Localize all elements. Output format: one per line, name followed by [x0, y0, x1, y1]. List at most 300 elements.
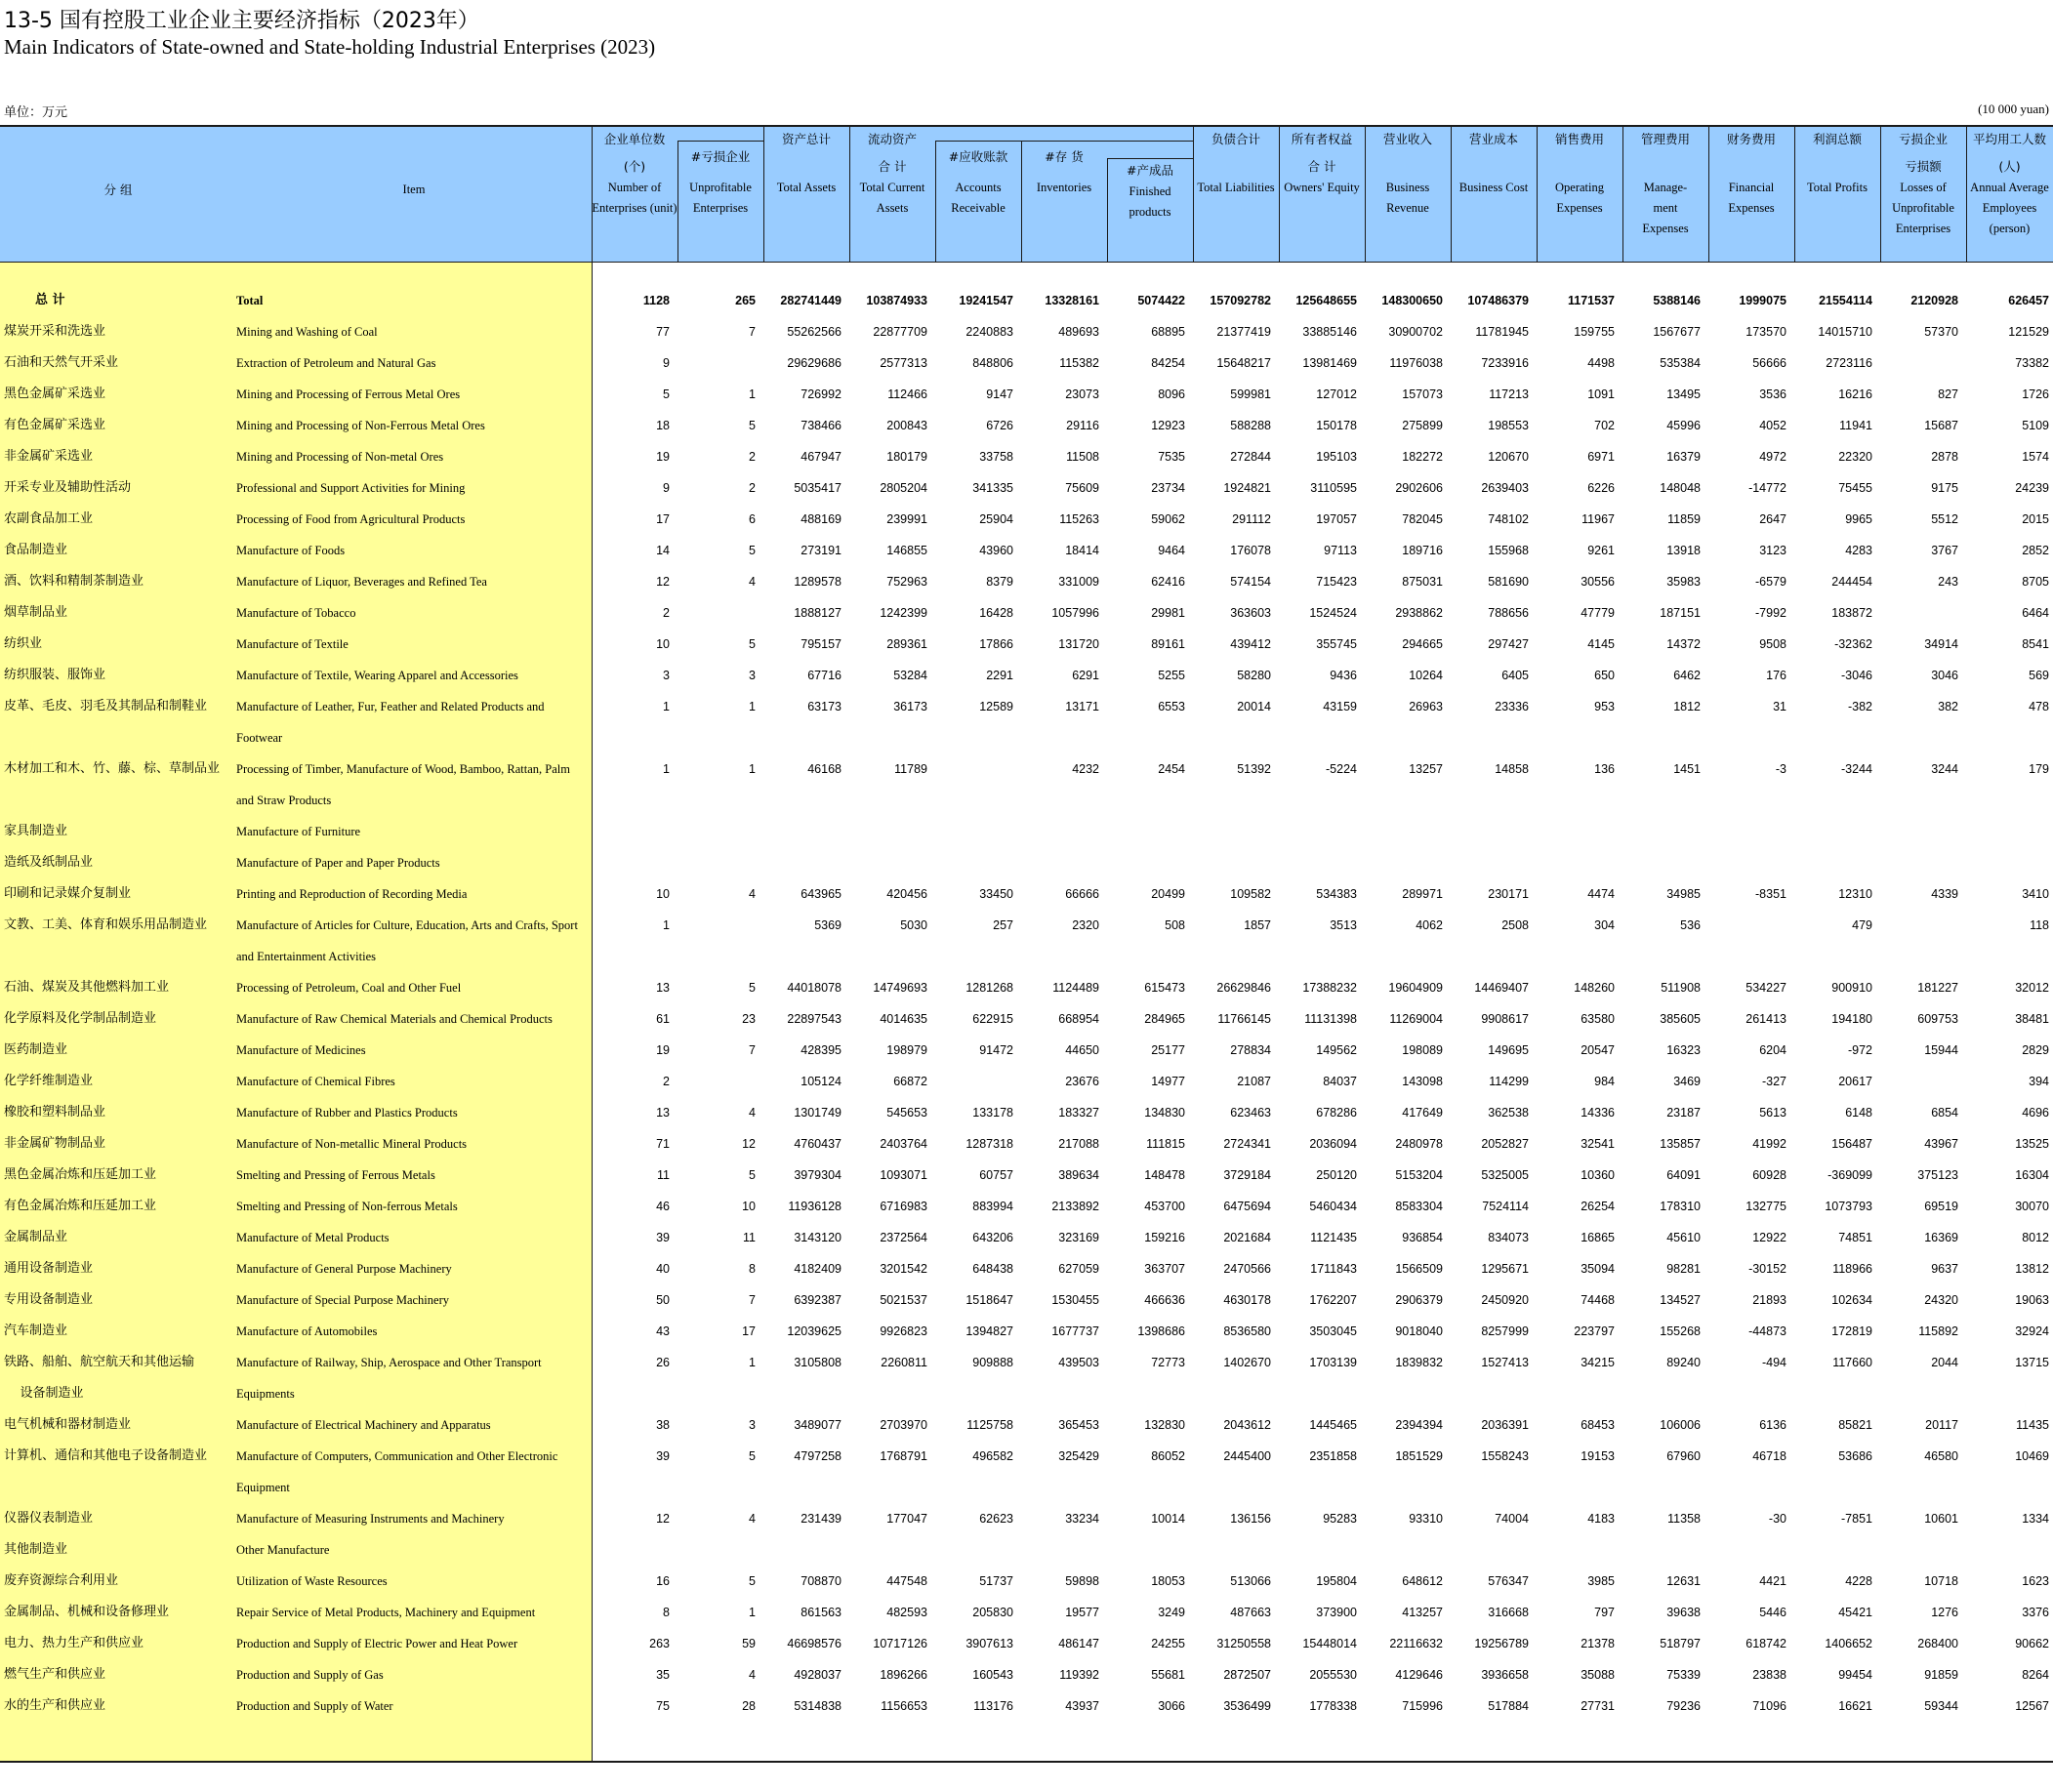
table-cell: 291112	[1232, 512, 1271, 526]
table-cell: 365453	[1058, 1418, 1099, 1432]
header-current-assets-en: Total Current Assets	[859, 181, 925, 215]
table-cell: 11781945	[1475, 325, 1529, 339]
row-label-cn: 金属制品业	[4, 1230, 68, 1244]
table-cell: 11976038	[1389, 356, 1443, 370]
table-cell: 11941	[1839, 419, 1872, 432]
table-cell: 545653	[886, 1106, 927, 1120]
table-cell: 30900702	[1388, 325, 1443, 339]
table-cell: 4129646	[1395, 1668, 1443, 1682]
table-cell: 61	[656, 1012, 670, 1026]
table-cell: 609753	[1917, 1012, 1958, 1026]
row-label-cn: 黑色金属冶炼和压延加工业	[4, 1167, 157, 1182]
table-row	[0, 660, 2053, 691]
table-cell: 8257999	[1481, 1324, 1529, 1338]
table-cell: 4182409	[794, 1262, 842, 1276]
table-cell: -8351	[1755, 887, 1786, 901]
table-cell: 67960	[1666, 1449, 1701, 1463]
table-cell: 16304	[2015, 1168, 2049, 1182]
row-label-en: Manufacture of Metal Products	[236, 1231, 390, 1244]
table-cell: 668954	[1058, 1012, 1099, 1026]
row-label-cn: 皮革、毛皮、羽毛及其制品和制鞋业	[4, 699, 208, 713]
table-cell: 627059	[1058, 1262, 1099, 1276]
table-cell: 5	[749, 544, 756, 557]
indicators-table	[0, 125, 2053, 1763]
table-cell: 24239	[2015, 481, 2049, 495]
table-cell: 45610	[1666, 1231, 1701, 1244]
table-cell: -6579	[1755, 575, 1786, 589]
table-cell: 8541	[2022, 637, 2049, 651]
table-cell	[1273, 847, 1357, 878]
row-label-en: Manufacture of Liquor, Beverages and Refined Tea	[236, 575, 487, 589]
table-cell: 26254	[1581, 1200, 1615, 1213]
table-cell: 278834	[1230, 1043, 1271, 1057]
table-row	[0, 816, 2053, 847]
table-cell	[1273, 1534, 1357, 1566]
header-unprofitable-cn: #亏损企业	[690, 149, 751, 164]
table-cell: 32924	[2015, 1324, 2049, 1338]
table-cell	[1531, 847, 1615, 878]
table-cell: 362538	[1488, 1106, 1529, 1120]
row-label-cn: 通用设备制造业	[4, 1261, 94, 1276]
row-label-cn: 酒、饮料和精制茶制造业	[4, 574, 144, 589]
table-cell: 257	[993, 918, 1013, 932]
row-label-en: Manufacture of Raw Chemical Materials and Chemical Products	[236, 1012, 553, 1026]
table-cell: -14772	[1748, 481, 1786, 495]
table-cell: 3985	[1587, 1574, 1615, 1588]
table-cell: 30070	[2015, 1200, 2049, 1213]
table-cell: 239991	[886, 512, 927, 526]
table-cell: 748102	[1488, 512, 1529, 526]
table-cell: 4	[749, 887, 756, 901]
row-label-cn: 化学纤维制造业	[4, 1074, 94, 1088]
row-label-cn: 非金属矿采选业	[4, 449, 94, 464]
table-cell	[672, 597, 756, 629]
table-cell: 40	[656, 1262, 670, 1276]
table-cell: 120670	[1488, 450, 1529, 464]
table-cell	[586, 816, 670, 847]
table-cell: 13715	[2015, 1356, 2049, 1369]
table-cell: 41992	[1752, 1137, 1786, 1151]
table-cell: 12567	[2015, 1699, 2049, 1713]
table-cell: 9	[663, 356, 670, 370]
table-cell	[1187, 1534, 1271, 1566]
table-cell: 3513	[1330, 918, 1357, 932]
table-cell: 3244	[1931, 762, 1958, 776]
table-cell: 10014	[1151, 1512, 1185, 1526]
table-cell: 95283	[1323, 1512, 1357, 1526]
table-cell: 35	[656, 1668, 670, 1682]
table-cell: 8264	[2022, 1668, 2049, 1682]
table-cell: 21554114	[1819, 294, 1872, 307]
table-cell: 115382	[1059, 356, 1099, 370]
table-cell: 1726	[2022, 387, 2049, 401]
table-cell: 4283	[1845, 544, 1872, 557]
table-cell: 9908617	[1481, 1012, 1529, 1026]
table-cell: 51392	[1237, 762, 1271, 776]
table-cell: 148478	[1144, 1168, 1185, 1182]
table-cell: 14015710	[1818, 325, 1872, 339]
row-label-cn: 水的生产和供应业	[4, 1698, 106, 1713]
table-cell: 581690	[1488, 575, 1529, 589]
table-cell: 33234	[1065, 1512, 1099, 1526]
table-cell: 43159	[1323, 700, 1357, 713]
table-cell: 132830	[1144, 1418, 1185, 1432]
table-cell: 74851	[1838, 1231, 1872, 1244]
table-cell: 618742	[1745, 1637, 1786, 1650]
table-cell: 643206	[972, 1231, 1013, 1244]
table-cell: 6405	[1501, 669, 1529, 682]
table-row	[0, 1690, 2053, 1722]
table-title-en: Main Indicators of State-owned and State-holding Industrial Enterprises (2023)	[4, 35, 656, 59]
row-label-en: Other Manufacture	[236, 1543, 330, 1557]
table-cell: 1857	[1244, 918, 1271, 932]
table-cell: 363603	[1230, 606, 1271, 620]
table-cell: 33450	[979, 887, 1013, 901]
table-row	[0, 629, 2053, 660]
table-cell: -44873	[1748, 1324, 1786, 1338]
table-cell: 68453	[1581, 1418, 1615, 1432]
table-cell	[1788, 1534, 1872, 1566]
table-cell: 1	[663, 918, 670, 932]
row-label-en: Manufacture of Chemical Fibres	[236, 1075, 395, 1088]
table-cell: 10717126	[873, 1637, 927, 1650]
table-cell: 12922	[1752, 1231, 1786, 1244]
table-cell	[929, 847, 1013, 878]
table-cell: 7	[749, 1043, 756, 1057]
table-cell	[1101, 1534, 1185, 1566]
table-cell: 2055530	[1309, 1668, 1357, 1682]
table-cell: 4	[749, 1106, 756, 1120]
table-cell: 148260	[1574, 981, 1615, 995]
table-cell: 13981469	[1302, 356, 1357, 370]
table-cell: 2036391	[1481, 1418, 1529, 1432]
row-label-cn: 仪器仪表制造业	[4, 1511, 94, 1526]
table-cell: 66666	[1065, 887, 1099, 901]
table-cell: 702	[1594, 419, 1615, 432]
table-cell: 195804	[1316, 1574, 1357, 1588]
header-equity-en: Owners' Equity	[1284, 181, 1360, 194]
table-cell: 11131398	[1304, 1012, 1357, 1026]
table-cell: 21377419	[1216, 325, 1271, 339]
table-row	[0, 1628, 2053, 1659]
row-label-en: Production and Supply of Water	[236, 1699, 393, 1713]
table-cell: 6553	[1158, 700, 1185, 713]
table-cell: 15448014	[1302, 1637, 1357, 1650]
table-cell: 2372564	[880, 1231, 927, 1244]
table-cell: 21378	[1581, 1637, 1615, 1650]
table-cell: 4145	[1587, 637, 1615, 651]
table-cell: 74468	[1581, 1293, 1615, 1307]
table-cell: 323169	[1058, 1231, 1099, 1244]
table-cell: 7524114	[1482, 1200, 1529, 1213]
table-cell: 63173	[807, 700, 842, 713]
table-cell: 3249	[1158, 1606, 1185, 1619]
table-cell: 2260811	[881, 1356, 927, 1369]
table-cell: 615473	[1144, 981, 1185, 995]
table-cell: 375123	[1917, 1168, 1958, 1182]
row-label-en: Manufacture of Tobacco	[236, 606, 356, 620]
table-cell: 4421	[1759, 1574, 1786, 1588]
row-label-en: Manufacture of General Purpose Machinery	[236, 1262, 452, 1276]
table-cell: 1812	[1673, 700, 1701, 713]
table-cell: 2872507	[1223, 1668, 1271, 1682]
table-cell: 466636	[1144, 1293, 1185, 1307]
table-cell: 382	[1938, 700, 1958, 713]
table-cell: 5369	[814, 918, 842, 932]
table-cell: 23336	[1495, 700, 1529, 713]
table-cell: -7851	[1841, 1512, 1872, 1526]
table-cell: 5314838	[794, 1699, 842, 1713]
table-cell: 1924821	[1223, 481, 1271, 495]
table-cell: 46580	[1924, 1449, 1958, 1463]
table-cell	[1273, 816, 1357, 847]
table-cell: 708870	[801, 1574, 842, 1588]
table-cell: 13257	[1409, 762, 1443, 776]
table-cell: 66872	[893, 1075, 927, 1088]
header-inventories-en: Inventories	[1036, 181, 1092, 194]
table-cell	[1788, 847, 1872, 878]
table-cell: 127012	[1316, 387, 1357, 401]
table-cell: 34914	[1924, 637, 1958, 651]
row-label-en: Extraction of Petroleum and Natural Gas	[236, 356, 436, 370]
table-cell: 43960	[979, 544, 1013, 557]
table-cell: 282741449	[780, 294, 842, 307]
table-cell: 1	[663, 762, 670, 776]
header-profits-cn: 利润总额	[1812, 132, 1862, 146]
table-cell: 1	[749, 1356, 756, 1369]
table-cell: 11	[657, 1168, 670, 1182]
table-cell: 155268	[1660, 1324, 1701, 1338]
unprofitable-subheader-rule	[677, 141, 763, 142]
table-cell: 341335	[972, 481, 1013, 495]
table-cell: -494	[1761, 1356, 1786, 1369]
table-cell: 32541	[1581, 1137, 1615, 1151]
row-label-cn: 废弃资源综合利用业	[4, 1573, 119, 1588]
table-cell: 59344	[1924, 1699, 1958, 1713]
table-cell: 304	[1594, 918, 1615, 932]
table-cell: 4232	[1072, 762, 1099, 776]
table-row	[0, 1503, 2053, 1534]
table-row	[0, 878, 2053, 910]
row-label-en: Manufacture of Textile	[236, 637, 349, 651]
table-cell: 6726	[986, 419, 1013, 432]
table-cell: 420456	[886, 887, 927, 901]
table-cell: 297427	[1488, 637, 1529, 651]
table-cell: 11936128	[788, 1200, 842, 1213]
row-label-cn: 总 计	[35, 293, 65, 307]
row-label-cn: 专用设备制造业	[4, 1292, 94, 1307]
table-cell: 35983	[1666, 575, 1701, 589]
table-cell: 23734	[1151, 481, 1185, 495]
row-label-cn: 其他制造业	[4, 1542, 68, 1557]
table-cell: 117213	[1489, 387, 1529, 401]
table-cell: 1125758	[966, 1418, 1013, 1432]
table-cell: 19577	[1065, 1606, 1099, 1619]
table-cell: 59062	[1151, 512, 1185, 526]
table-cell: 1530455	[1051, 1293, 1099, 1307]
header-cost-cn: 营业成本	[1468, 132, 1518, 146]
current-assets-subheader-rule	[935, 141, 1193, 142]
row-label-en: Processing of Petroleum, Coal and Other Fuel	[236, 981, 462, 995]
table-cell: 17388232	[1302, 981, 1357, 995]
table-cell: 25177	[1151, 1043, 1185, 1057]
table-cell	[1101, 847, 1185, 878]
table-cell: 16216	[1838, 387, 1872, 401]
table-cell	[843, 847, 927, 878]
row-label-cn: 印刷和记录媒介复制业	[4, 886, 132, 901]
row-label-cn: 电气机械和器材制造业	[4, 1417, 132, 1432]
table-cell: 4797258	[794, 1449, 842, 1463]
table-cell: 511908	[1661, 981, 1701, 995]
header-finished-en: Finished products	[1129, 184, 1171, 219]
table-cell: 9508	[1759, 637, 1786, 651]
table-cell: 115263	[1059, 512, 1099, 526]
table-cell: 2351858	[1309, 1449, 1357, 1463]
table-row	[0, 910, 2053, 972]
table-cell: 9261	[1587, 544, 1615, 557]
table-cell	[1187, 847, 1271, 878]
table-cell	[758, 1534, 842, 1566]
table-cell: 21893	[1752, 1293, 1786, 1307]
row-label-en: Manufacture of Leather, Fur, Feather and Related Products and Footwear	[236, 700, 545, 745]
table-cell: 1896266	[880, 1668, 927, 1682]
table-cell: 4052	[1759, 419, 1786, 432]
table-cell: 3	[749, 1418, 756, 1432]
table-cell: 6204	[1759, 1043, 1786, 1057]
row-label-en: Processing of Food from Agricultural Products	[236, 512, 466, 526]
table-cell: 2829	[2022, 1043, 2049, 1057]
table-cell: 134527	[1660, 1293, 1701, 1307]
table-cell: 75339	[1666, 1668, 1701, 1682]
table-cell: 6475694	[1223, 1200, 1271, 1213]
row-label-cn: 农副食品加工业	[4, 511, 94, 526]
table-cell: 53284	[893, 669, 927, 682]
table-cell: 198553	[1488, 419, 1529, 432]
table-row	[0, 753, 2053, 816]
table-cell: 103874933	[866, 294, 927, 307]
header-units-cn: 企业单位数	[603, 132, 666, 146]
table-cell: -30152	[1748, 1262, 1786, 1276]
table-cell	[1703, 1534, 1786, 1566]
row-label-en: Manufacture of Railway, Ship, Aerospace and Other Transport Equipments	[236, 1356, 542, 1401]
table-cell: 35094	[1581, 1262, 1615, 1276]
table-cell: 90662	[2015, 1637, 2049, 1650]
header-employees-unit-cn: (人)	[1998, 159, 2021, 174]
table-cell	[1617, 847, 1701, 878]
row-label-en: Production and Supply of Gas	[236, 1668, 384, 1682]
table-cell: 15944	[1924, 1043, 1958, 1057]
table-cell: 11435	[2016, 1418, 2049, 1432]
row-label-en: Printing and Reproduction of Recording Media	[236, 887, 468, 901]
table-cell: 14858	[1495, 762, 1529, 776]
table-cell: 19	[656, 1043, 670, 1057]
table-cell: 3767	[1931, 544, 1958, 557]
unit-label-en: (10 000 yuan)	[1978, 102, 2049, 116]
table-cell: 1711843	[1310, 1262, 1357, 1276]
table-cell: -382	[1847, 700, 1872, 713]
table-cell: 102634	[1831, 1293, 1872, 1307]
table-cell: 1334	[2022, 1512, 2049, 1526]
table-cell: 534227	[1745, 981, 1786, 995]
table-cell: 4	[749, 575, 756, 589]
table-cell: 136	[1594, 762, 1615, 776]
table-row	[0, 535, 2053, 566]
row-label-cn: 铁路、船舶、航空航天和其他运输 设备制造业	[4, 1355, 195, 1401]
table-cell: 182272	[1402, 450, 1443, 464]
table-cell: 536	[1680, 918, 1701, 932]
table-cell: 3410	[2022, 887, 2049, 901]
table-cell	[1874, 816, 1958, 847]
table-cell: 439412	[1230, 637, 1271, 651]
table-cell: 13812	[2015, 1262, 2049, 1276]
table-cell: 5	[749, 637, 756, 651]
table-row	[0, 1191, 2053, 1222]
table-cell: 439503	[1058, 1356, 1099, 1369]
row-label-cn: 纺织服装、服饰业	[4, 668, 106, 682]
table-cell: 478	[2029, 700, 2049, 713]
table-cell: 200843	[886, 419, 927, 432]
table-cell: 5446	[1759, 1606, 1786, 1619]
table-bottom-rule	[0, 1761, 2053, 1763]
table-cell: 1	[663, 700, 670, 713]
header-item-en: Item	[402, 183, 426, 196]
table-cell: 2	[749, 481, 756, 495]
table-cell: 2852	[2022, 544, 2049, 557]
table-cell: 143098	[1402, 1075, 1443, 1088]
table-row	[0, 691, 2053, 753]
table-cell: 1	[749, 387, 756, 401]
table-cell: 91472	[979, 1043, 1013, 1057]
header-current-assets-cn: 流动资产	[867, 132, 917, 146]
table-cell: 106006	[1660, 1418, 1701, 1432]
table-cell: 3066	[1158, 1699, 1185, 1713]
table-cell	[672, 816, 756, 847]
table-cell: 12	[656, 1512, 670, 1526]
table-cell: 85821	[1838, 1418, 1872, 1432]
table-cell: 118	[2030, 918, 2049, 932]
table-cell: 2508	[1501, 918, 1529, 932]
header-assets-en: Total Assets	[776, 181, 837, 194]
row-label-cn: 家具制造业	[4, 824, 68, 838]
table-cell: 6854	[1931, 1106, 1958, 1120]
table-cell	[1617, 816, 1701, 847]
table-cell: 243	[1938, 575, 1958, 589]
table-cell	[1445, 847, 1529, 878]
table-cell: 2320	[1072, 918, 1099, 932]
table-cell: 231439	[801, 1512, 842, 1526]
table-cell: 2724341	[1223, 1137, 1271, 1151]
table-cell: 1	[749, 1606, 756, 1619]
table-cell: 752963	[886, 575, 927, 589]
table-cell: 43937	[1065, 1699, 1099, 1713]
table-cell: 26963	[1409, 700, 1443, 713]
table-cell: 64091	[1666, 1168, 1701, 1182]
header-equity-cn: 所有者权益	[1291, 132, 1353, 146]
table-cell: 183327	[1058, 1106, 1099, 1120]
table-cell: 4062	[1416, 918, 1443, 932]
table-cell: 9147	[986, 387, 1013, 401]
table-cell: 24320	[1924, 1293, 1958, 1307]
table-cell: 155968	[1488, 544, 1529, 557]
row-label-en: Manufacture of Rubber and Plastics Products	[236, 1106, 458, 1120]
table-cell: 1762207	[1309, 1293, 1357, 1307]
table-cell: 134830	[1144, 1106, 1185, 1120]
table-cell: 47779	[1581, 606, 1615, 620]
table-cell: 650	[1594, 669, 1615, 682]
table-cell: 417649	[1402, 1106, 1443, 1120]
table-cell: 46698576	[787, 1637, 842, 1650]
row-label-en: Manufacture of Medicines	[236, 1043, 366, 1057]
